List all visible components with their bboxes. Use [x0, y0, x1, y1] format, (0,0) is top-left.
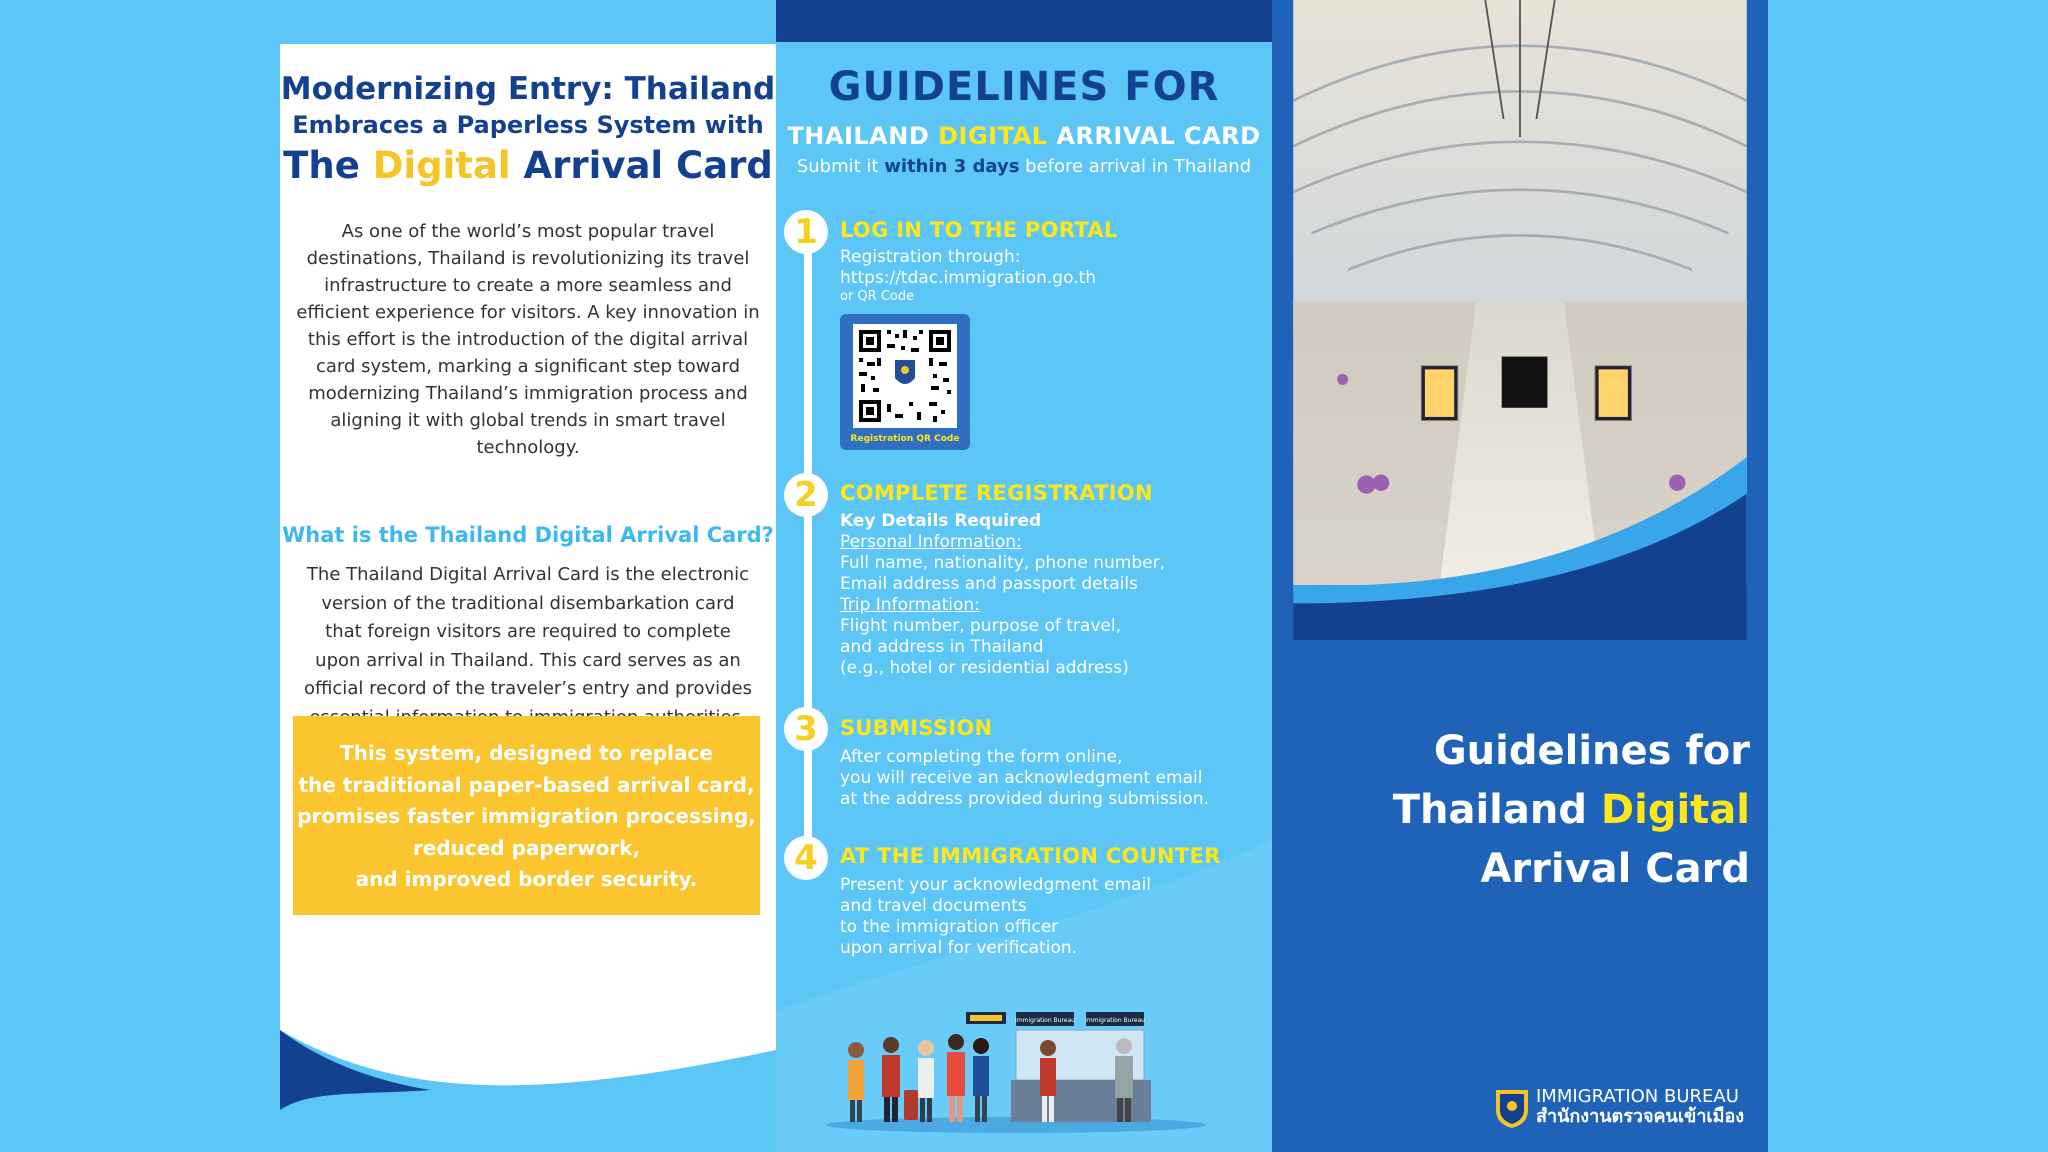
immigration-counter-illustration — [816, 990, 1216, 1140]
article-title-line1: Modernizing Entry: Thailand — [280, 71, 776, 107]
cover-title-line1: Guidelines for — [1433, 728, 1750, 774]
step-2-line: Full name, nationality, phone number, — [840, 553, 1166, 573]
personal-info-label: Personal Information: — [840, 532, 1022, 552]
step-4-line: upon arrival for verification. — [840, 938, 1078, 958]
left-panel — [280, 0, 776, 1152]
article-title-line3 — [280, 142, 776, 190]
submit-post: before arrival in Thailand — [1025, 156, 1252, 177]
intro-paragraph: As one of the world’s most popular travel destinations, Thailand is revolutionizing its travel infrastructure to create a more seamless and efficient experience for visitors. A key innovation in this effort is the introduction of the digital arrival card system, marking a significant step toward modernizing Thailand’s immigration process and aligning it with global trends in smart travel technology. — [296, 221, 760, 458]
highlight-line: and improved border security. — [355, 867, 698, 891]
sub-digital: DIGITAL — [938, 122, 1048, 150]
step-1-line: or QR Code — [840, 289, 915, 304]
immigration-bureau-emblem-icon — [1494, 1086, 1530, 1130]
registration-qr-code[interactable] — [840, 314, 970, 450]
step-3-title: SUBMISSION — [840, 716, 993, 740]
cover-title-thailand: Thailand — [1392, 787, 1587, 833]
guidelines-heading: GUIDELINES FOR — [828, 64, 1220, 110]
logo-english: IMMIGRATION BUREAU — [1536, 1086, 1739, 1107]
qr-caption: Registration QR Code — [850, 434, 960, 444]
portal-link[interactable]: https://tdac.immigration.go.th — [840, 268, 1097, 288]
key-details-label: Key Details Required — [840, 511, 1042, 531]
step-4-title: AT THE IMMIGRATION COUNTER — [840, 844, 1221, 868]
counter-sign: Immigration Bureau — [1085, 1017, 1145, 1024]
right-panel — [1272, 0, 1768, 1152]
highlight-line: the traditional paper-based arrival card, — [298, 772, 755, 797]
sub-thailand: THAILAND — [787, 122, 930, 150]
step-3-line: at the address provided during submission. — [840, 789, 1209, 809]
answer-paragraph: The Thailand Digital Arrival Card is the electronic version of the traditional disembarkation card that foreign visitors are required to complete upon arrival in Thailand. This card serves as an official record of the traveler’s entry and provides — [304, 564, 753, 699]
step-4-line: to the immigration officer — [840, 917, 1059, 937]
step-1-number: 1 — [784, 210, 828, 254]
logo-thai: สำนักงานตรวจคนเข้าเมือง — [1536, 1106, 1745, 1127]
step-3-number: 3 — [784, 707, 828, 751]
step-3-line: you will receive an acknowledgment email — [840, 768, 1203, 788]
cover-title-line3: Arrival Card — [1480, 846, 1750, 892]
step-4-number: 4 — [784, 836, 828, 880]
step-2-text — [840, 511, 1165, 679]
step-1-title: LOG IN TO THE PORTAL — [840, 218, 1118, 242]
title-digital: Digital — [372, 144, 511, 187]
airport-terminal-photo — [1272, 0, 1768, 640]
question-heading: What is the Thailand Digital Arrival Card? — [282, 523, 774, 547]
step-1-line: Registration through: — [840, 247, 1021, 267]
step-2-number: 2 — [784, 473, 828, 517]
trip-info-label: Trip Information: — [840, 595, 980, 615]
step-4-text — [840, 875, 1151, 959]
left-panel-content — [280, 44, 776, 732]
submit-deadline: within 3 days — [884, 156, 1020, 177]
submit-pre: Submit it — [796, 156, 879, 177]
guidelines-subheading — [776, 122, 1272, 150]
cover-title-line2 — [1393, 781, 1750, 840]
step-4-line: Present your acknowledgment email — [840, 875, 1152, 895]
highlight-line: This system, designed to replace — [340, 741, 713, 765]
highlight-box — [293, 716, 760, 915]
counter-sign: Immigration Bureau — [1015, 1017, 1075, 1024]
cover-title-digital: Digital — [1600, 787, 1750, 833]
article-title-line2: Embraces a Paperless System with — [292, 111, 764, 139]
steps-timeline — [804, 232, 812, 872]
step-2-line: and address in Thailand — [840, 637, 1044, 657]
step-2-line: Email address and passport details — [840, 574, 1138, 594]
top-bar — [776, 0, 1272, 42]
step-2-line: (e.g., hotel or residential address) — [840, 658, 1129, 678]
submit-notice — [776, 156, 1272, 177]
cover-title — [1393, 722, 1750, 899]
highlight-line: reduced paperwork, — [412, 835, 641, 860]
title-the: The — [283, 144, 360, 187]
qr-code-icon — [853, 324, 957, 428]
step-4-line: and travel documents — [840, 896, 1027, 916]
step-1-text — [840, 247, 1096, 305]
title-arrival-card: Arrival Card — [523, 144, 773, 187]
step-2-line: Flight number, purpose of travel, — [840, 616, 1121, 636]
middle-panel — [776, 0, 1272, 1152]
immigration-bureau-logo-text — [1536, 1087, 1744, 1127]
step-3-text — [840, 747, 1209, 810]
sub-arrival-card: ARRIVAL CARD — [1056, 122, 1261, 150]
left-bottom-wave — [280, 990, 776, 1152]
highlight-line: promises faster immigration processing, — [297, 804, 756, 828]
step-2-title: COMPLETE REGISTRATION — [840, 481, 1153, 505]
step-3-line: After completing the form online, — [840, 747, 1123, 767]
